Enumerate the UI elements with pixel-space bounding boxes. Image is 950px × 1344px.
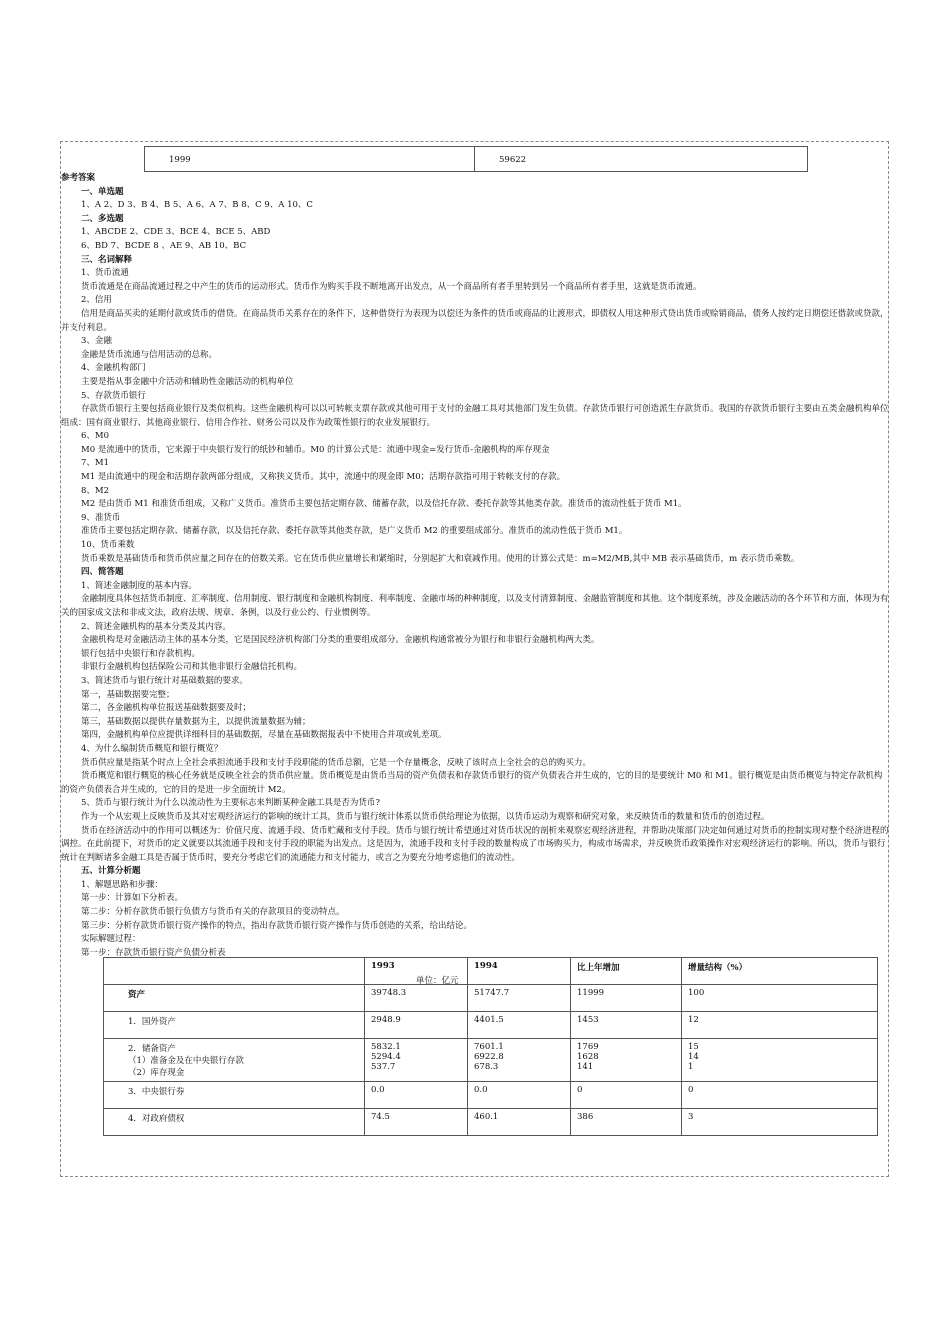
term-heading: 4、金融机构部门 xyxy=(81,363,146,374)
table-cell: 4401.5 xyxy=(468,1012,571,1039)
calc-line-4: 第三步：分析存款货币银行资产操作的特点，指出存款货币银行资产操作与货币创造的关系，给出结论。 xyxy=(81,920,473,931)
question-5: 5、货币与银行统计为什么以流动性为主要标志来判断某种金融工具是否为货币? xyxy=(81,798,380,809)
table-header-row xyxy=(104,958,878,985)
header-cell: 1993 xyxy=(365,958,468,985)
term-heading: 5、存款货币银行 xyxy=(81,390,146,401)
table-cell xyxy=(682,1039,878,1082)
answer-content xyxy=(61,172,890,960)
table-cell: 0.0 xyxy=(468,1082,571,1109)
answer-2a: 金融机构是对金融活动主体的基本分类，它是国民经济机构部门分类的重要组成部分。金融机构通常被分为银行和非银行金融机构两大类。 xyxy=(81,635,600,646)
section-3-title: 三、名词解释 xyxy=(81,254,133,265)
table-row xyxy=(104,1012,878,1039)
term-text: 存款货币银行主要包括商业银行及类似机构。这些金融机构可以以可转帐支票存款或其他可用于支付的金融工具对其他部门发生负债。存款货币银行可创造派生存款货币。我国的存款货币银行主要由五类金融机构单位组成：国有商业银行、其他商业银行、信用合作社、财务公司以及作为政策性银行的农业发展银行。 xyxy=(61,404,889,428)
row-label: 4．对政府债权 xyxy=(104,1109,365,1136)
row-label: 3．中央银行券 xyxy=(104,1082,365,1109)
answer-5b: 货币在经济活动中的作用可以概述为：价值尺度、流通手段、货币贮藏和支付手段。货币与银行统计希望通过对货币状况的剖析来观察宏观经济进程，并帮助决策部门决定如何通过对货币的控制实现对整个经济进程的调控。在此前提下，对货币的定义就要以其流通手段和支付手段的职能为出发点。这是因为，流通手段和支付手段的数量构成了市场购买力，构成市场需求，并反映货币政策操作对宏观经济运行的影响。所以，货币与银行统计在判断诸多金融工具是否属于货币时，要充分考虑它们的流通能力和支付能力，或言之为要充分地考虑他们的流动性。 xyxy=(61,825,889,863)
section-2-answers-2: 6、BD 7、BCDE 8 、AE 9、AB 10、BC xyxy=(81,240,247,251)
section-5-title: 五、计算分析题 xyxy=(81,866,141,877)
section-1-title: 一、单选题 xyxy=(81,186,124,197)
header-cell: 比上年增加 xyxy=(571,958,682,985)
section-2-title: 二、多选题 xyxy=(81,213,124,224)
answer-5a: 作为一个从宏观上反映货币及其对宏观经济运行的影响的统计工具，货币与银行统计体系以货币供给理论为依据，以货币运动为观察和研究对象，来反映货币的数量和货币的创造过程。 xyxy=(81,811,770,822)
header-cell xyxy=(104,958,365,985)
term-heading: 3、金融 xyxy=(81,336,112,347)
answer-2b: 银行包括中央银行和存款机构。 xyxy=(81,648,201,659)
answer-4a: 货币供应量是指某个时点上全社会承担流通手段和支付手段职能的货币总额，它是一个存量概念，反映了该时点上全社会的总的购买力。 xyxy=(81,757,592,768)
term-text: M2 是由货币 M1 和准货币组成，又称广义货币。准货币主要包括定期存款、储蓄存款，以及信托存款、委托存款等其他类存款。准货币的流动性低于货币 M1。 xyxy=(81,499,687,510)
table-cell: 460.1 xyxy=(468,1109,571,1136)
answer-2c: 非银行金融机构包括保险公司和其他非银行金融信托机构。 xyxy=(81,662,303,673)
term-heading: 2、信用 xyxy=(81,295,112,306)
unit-label: 单位：亿元 xyxy=(416,976,459,986)
table-cell xyxy=(365,1039,468,1082)
document-page xyxy=(60,141,889,1177)
top-table-value: 59622 xyxy=(499,155,527,165)
header-cell: 1994 xyxy=(468,958,571,985)
section-1-answers: 1、A 2、D 3、B 4、B 5、A 6、A 7、B 8、C 9、A 10、C xyxy=(81,200,313,211)
table-row xyxy=(104,1109,878,1136)
term-heading: 8、M2 xyxy=(81,485,110,496)
cell-value: 6922.8 xyxy=(474,1052,504,1062)
cell-value: 1769 xyxy=(577,1042,599,1052)
answer-3d: 第四，金融机构单位应提供详细科目的基础数据，尽量在基础数据报表中不使用合并项或轧差项。 xyxy=(81,730,447,741)
cell-value: 678.3 xyxy=(474,1062,499,1072)
table-cell xyxy=(571,1039,682,1082)
table-cell xyxy=(468,1039,571,1082)
table-cell: 12 xyxy=(682,1012,878,1039)
term-text: 准货币主要包括定期存款、储蓄存款，以及信托存款、委托存款等其他类存款，是广义货币 M2 的重要组成部分。准货币的流动性低于货币 M1。 xyxy=(81,526,628,537)
table-cell: 3 xyxy=(682,1109,878,1136)
row-label xyxy=(104,1039,365,1082)
term-text: 金融是货币流通与信用活动的总称。 xyxy=(81,349,218,360)
calc-line-1: 1、解题思路和步骤： xyxy=(81,879,163,890)
cell-value: 141 xyxy=(577,1062,594,1072)
cell-value: 537.7 xyxy=(371,1062,396,1072)
question-1: 1、简述金融制度的基本内容。 xyxy=(81,580,197,591)
term-heading: 9、准货币 xyxy=(81,512,121,523)
table-cell: 386 xyxy=(571,1109,682,1136)
term-heading: 10、货币乘数 xyxy=(81,540,135,551)
table-row xyxy=(104,1082,878,1109)
section-2-answers-1: 1、ABCDE 2、CDE 3、BCE 4、BCE 5、ABD xyxy=(81,227,271,238)
answer-3b: 第二，各金融机构单位报送基础数据要及时； xyxy=(81,703,252,714)
table-row xyxy=(104,1039,878,1082)
term-text: 货币流通是在商品流通过程之中产生的货币的运动形式。货币作为购买手段不断地离开出发点，从一个商品所有者手里转到另一个商品所有者手里，这就是货币流通。 xyxy=(81,281,702,292)
balance-sheet-table xyxy=(103,957,878,1136)
row-label-sub: （2）库存现金 xyxy=(128,1068,185,1078)
calc-line-3: 第二步：分析存款货币银行负债方与货币有关的存款项目的变动特点。 xyxy=(81,907,345,918)
cell-value: 14 xyxy=(688,1052,699,1062)
row-label-main: 2．储备资产 xyxy=(128,1044,176,1054)
row-label-sub: （1）准备金及在中央银行存款 xyxy=(128,1056,244,1066)
calc-line-5: 实际解题过程： xyxy=(81,934,141,945)
cell-value: 5294.4 xyxy=(371,1052,401,1062)
cell-value: 7601.1 xyxy=(474,1042,504,1052)
table-cell: 0 xyxy=(682,1082,878,1109)
term-text: 货币乘数是基础货币和货币供应量之间存在的倍数关系。它在货币供应量增长和紧缩时，分别起扩大和衰减作用。使用的计算公式是：m=M2/MB,其中 MB 表示基础货币，m 表示货币乘数。 xyxy=(81,553,800,564)
answer-4b: 货币概览和银行概览的核心任务就是反映全社会的货币供应量。货币概览是由货币当局的资产负债表和存款货币银行的资产负债表合并生成的，它的目的是要统计 M0 和 M1。银行概览是由货币概览与特定存款机构的资产负债表合并生成的，它的目的是进一步全面统计 M2。 xyxy=(61,771,883,795)
table-cell: 1453 xyxy=(571,1012,682,1039)
term-text: 信用是商品买卖的延期付款或货币的借贷。在商品货币关系存在的条件下，这种借贷行为表现为以偿还为条件的货币或商品的让渡形式，即债权人用这种形式贷出货币或赊销商品，债务人按约定日期偿还借款或贷款，并支付利息。 xyxy=(61,308,889,333)
term-text: M0 是流通中的货币，它来源于中央银行发行的纸钞和辅币。M0 的计算公式是：流通中现金=发行货币-金融机构的库存现金 xyxy=(81,444,550,455)
term-heading: 7、M1 xyxy=(81,458,110,469)
table-row xyxy=(104,985,878,1012)
question-3: 3、简述货币与银行统计对基础数据的要求。 xyxy=(81,675,248,686)
table-cell: 0.0 xyxy=(365,1082,468,1109)
answer-3a: 第一，基础数据要完整； xyxy=(81,689,175,700)
question-2: 2、简述金融机构的基本分类及其内容。 xyxy=(81,621,231,632)
top-table-year: 1999 xyxy=(145,147,475,171)
term-text: M1 是由流通中的现金和活期存款两部分组成，又称狭义货币。其中，流通中的现金即 M0；活期存款指可用于转帐支付的存款。 xyxy=(81,472,566,483)
table-cell: 100 xyxy=(682,985,878,1012)
answers-title: 参考答案 xyxy=(61,173,96,183)
section-4-title: 四、简答题 xyxy=(81,567,124,578)
top-table-row xyxy=(144,146,808,172)
calc-line-2: 第一步：计算如下分析表。 xyxy=(81,893,184,904)
table-cell: 0 xyxy=(571,1082,682,1109)
term-text: 主要是指从事金融中介活动和辅助性金融活动的机构单位 xyxy=(81,376,294,387)
table-cell: 39748.3 xyxy=(365,985,468,1012)
header-cell: 增量结构（%） xyxy=(682,958,878,985)
table-cell: 11999 xyxy=(571,985,682,1012)
calc-line-6: 第一步：存款货币银行资产负债分析表 xyxy=(81,947,226,958)
row-label: 资产 xyxy=(104,985,365,1012)
table-cell: 74.5 xyxy=(365,1109,468,1136)
answer-3c: 第三，基础数据以提供存量数据为主，以提供流量数据为辅； xyxy=(81,716,311,727)
term-heading: 1、货币流通 xyxy=(81,268,129,279)
row-label: 1．国外资产 xyxy=(104,1012,365,1039)
question-4: 4、为什么编制货币概览和银行概览？ xyxy=(81,743,223,754)
cell-value: 1 xyxy=(688,1062,694,1072)
term-heading: 6、M0 xyxy=(81,431,110,442)
table-cell: 2948.9 xyxy=(365,1012,468,1039)
cell-value: 15 xyxy=(688,1042,699,1052)
answer-1: 金融制度具体包括货币制度、汇率制度、信用制度、银行制度和金融机构制度、利率制度、金融市场的种种制度，以及支付清算制度、金融监管制度和其他。这个制度系统，涉及金融活动的各个环节和方面，体现为有关的国家成文法和非成文法，政府法规、规章、条例，以及行业公约、行业惯例等。 xyxy=(61,594,889,618)
table-cell: 51747.7 xyxy=(468,985,571,1012)
cell-value: 5832.1 xyxy=(371,1042,401,1052)
cell-value: 1628 xyxy=(577,1052,599,1062)
